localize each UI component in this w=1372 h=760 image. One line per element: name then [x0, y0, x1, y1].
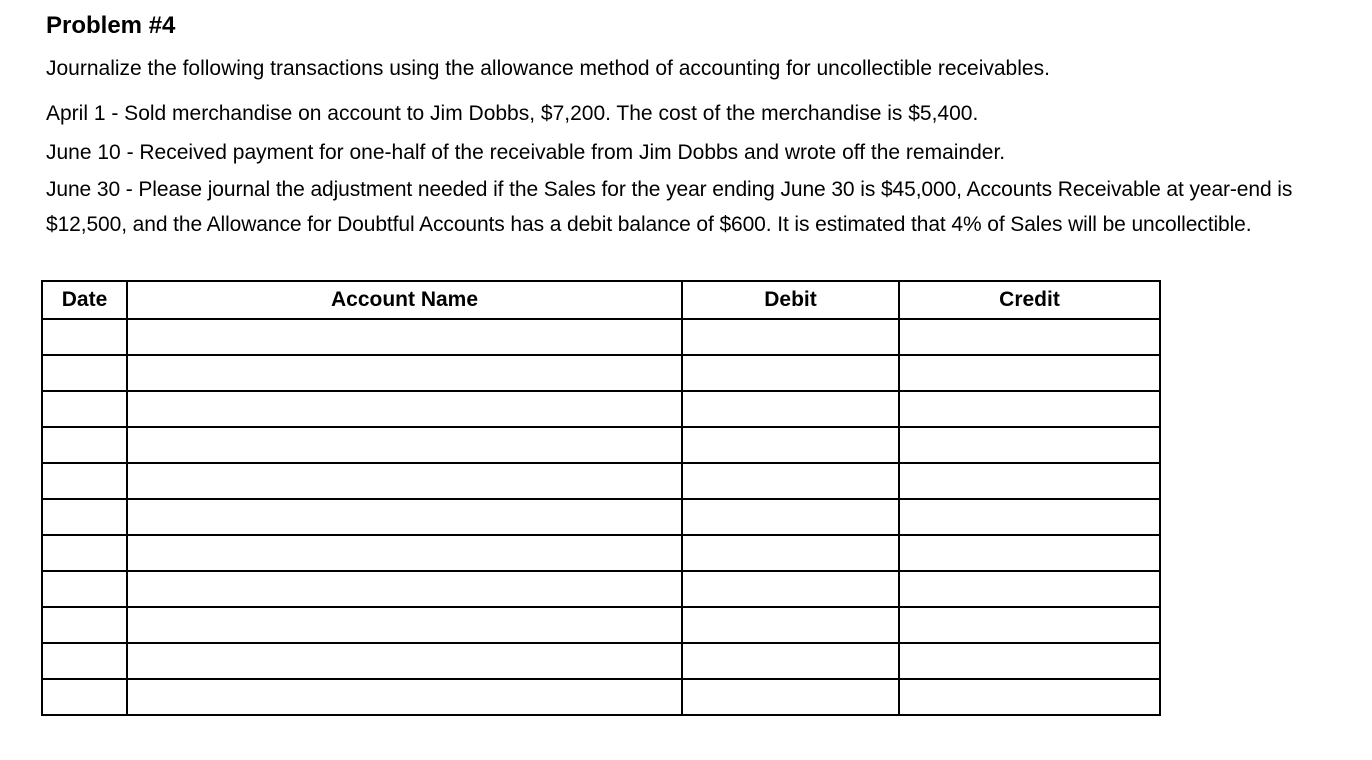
journal-cell-credit[interactable] — [899, 643, 1160, 679]
journal-cell-credit[interactable] — [899, 319, 1160, 355]
journal-cell-debit[interactable] — [682, 643, 899, 679]
journal-row — [42, 427, 1160, 463]
journal-body — [42, 319, 1160, 715]
journal-cell-date[interactable] — [42, 535, 127, 571]
account-name-column-header: Account Name — [127, 281, 682, 319]
journal-cell-date[interactable] — [42, 319, 127, 355]
journal-cell-date[interactable] — [42, 499, 127, 535]
journal-cell-debit[interactable] — [682, 319, 899, 355]
journal-cell-credit[interactable] — [899, 391, 1160, 427]
journal-cell-account[interactable] — [127, 355, 682, 391]
journal-cell-credit[interactable] — [899, 679, 1160, 715]
journal-table — [41, 280, 1161, 716]
journal-cell-debit[interactable] — [682, 679, 899, 715]
instruction-text: Journalize the following transactions using the allowance method of accounting for uncollectible receivables. — [46, 57, 1050, 80]
journal-cell-debit[interactable] — [682, 607, 899, 643]
journal-cell-account[interactable] — [127, 535, 682, 571]
journal-cell-debit[interactable] — [682, 571, 899, 607]
journal-cell-credit[interactable] — [899, 427, 1160, 463]
journal-cell-credit[interactable] — [899, 607, 1160, 643]
journal-cell-account[interactable] — [127, 427, 682, 463]
journal-cell-date[interactable] — [42, 355, 127, 391]
journal-row — [42, 319, 1160, 355]
transaction-april-1: April 1 - Sold merchandise on account to Jim Dobbs, $7,200. The cost of the merchandise is $5,400. — [46, 102, 979, 125]
journal-row — [42, 607, 1160, 643]
date-column-header: Date — [42, 281, 127, 319]
transaction-june-10: June 10 - Received payment for one-half of the receivable from Jim Dobbs and wrote off the remainder. — [46, 141, 1006, 164]
journal-cell-date[interactable] — [42, 463, 127, 499]
journal-cell-debit[interactable] — [682, 535, 899, 571]
journal-cell-date[interactable] — [42, 427, 127, 463]
journal-cell-account[interactable] — [127, 463, 682, 499]
journal-cell-account[interactable] — [127, 679, 682, 715]
transaction-june-30: June 30 - Please journal the adjustment needed if the Sales for the year ending June 30 is $45,000, Accounts Receivable at year-end is $12,500, and the Allowance for Doubtful Accounts has a debit balance of $600. It is estimated that 4% of Sales will be uncollectible. — [46, 178, 1293, 236]
journal-cell-date[interactable] — [42, 571, 127, 607]
journal-row — [42, 391, 1160, 427]
journal-cell-date[interactable] — [42, 643, 127, 679]
journal-cell-credit[interactable] — [899, 463, 1160, 499]
journal-cell-account[interactable] — [127, 607, 682, 643]
journal-cell-date[interactable] — [42, 607, 127, 643]
journal-row — [42, 679, 1160, 715]
credit-column-header: Credit — [899, 281, 1160, 319]
journal-cell-credit[interactable] — [899, 499, 1160, 535]
journal-row — [42, 571, 1160, 607]
journal-row — [42, 535, 1160, 571]
journal-cell-debit[interactable] — [682, 427, 899, 463]
journal-cell-credit[interactable] — [899, 355, 1160, 391]
journal-cell-credit[interactable] — [899, 571, 1160, 607]
journal-cell-date[interactable] — [42, 679, 127, 715]
journal-cell-debit[interactable] — [682, 499, 899, 535]
journal-cell-account[interactable] — [127, 643, 682, 679]
journal-row — [42, 499, 1160, 535]
journal-cell-debit[interactable] — [682, 355, 899, 391]
journal-cell-account[interactable] — [127, 571, 682, 607]
journal-cell-credit[interactable] — [899, 535, 1160, 571]
journal-cell-account[interactable] — [127, 319, 682, 355]
journal-cell-debit[interactable] — [682, 463, 899, 499]
journal-row — [42, 355, 1160, 391]
journal-cell-account[interactable] — [127, 391, 682, 427]
journal-cell-debit[interactable] — [682, 391, 899, 427]
journal-cell-date[interactable] — [42, 391, 127, 427]
journal-row — [42, 643, 1160, 679]
journal-header-row — [42, 281, 1160, 319]
debit-column-header: Debit — [682, 281, 899, 319]
problem-title: Problem #4 — [46, 12, 176, 39]
journal-row — [42, 463, 1160, 499]
journal-cell-account[interactable] — [127, 499, 682, 535]
